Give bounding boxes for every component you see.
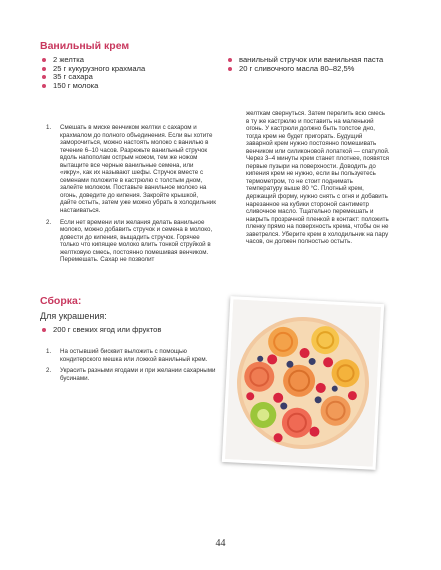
decor-list [40, 326, 216, 335]
step-item: 1. Смешать в миске венчиком желтки с сахаром и крахмалом до полного объединения. Если вы хотите заморочиться, можно настоять молоко с ванилью в течение 6–10 часов. Разрежьте ванильный стручок вдоль напополам острым ножом, тем же ножом вытащите все черные ванильные семена, или «икру», как их называют шефы. Стручок вместе с семенами положите в кастрюлю с толстым дном, залейте молоком. Поставьте ванильное молоко на огонь, доведите до кипения. Закройте крышкой, дайте остыть, затем уже можно убрать в холодильник настаиваться. [46, 124, 216, 215]
bullet-icon [42, 67, 46, 71]
ingredients-list-right [226, 56, 406, 73]
method-steps-left [40, 124, 216, 268]
bullet-icon [42, 58, 46, 62]
list-item: 20 г сливочного масла 80–82,5% [226, 65, 406, 74]
assembly-steps [40, 348, 216, 386]
bullet-icon [228, 67, 232, 71]
step-item: 2. Украсить разными ягодами и при желании сахарными бусинами. [46, 367, 216, 382]
list-item: 200 г свежих ягод или фруктов [40, 326, 216, 335]
section-title-assembly: Сборка: [40, 295, 82, 307]
step-item: 2. Если нет времени или желания делать ванильное молоко, можно добавить стручок и семена в молоко, довести до кипения, выщадить стручок. Горячее только что кипящее молоко влить тонкой струйкой в желтковую смесь, постоянно помешивая венчиком. Перемешать. Сахар не позволит [46, 218, 213, 264]
decor-subtitle: Для украшения: [40, 311, 107, 321]
list-item: 35 г сахара [40, 73, 210, 82]
fruit-tart-illustration [225, 299, 381, 467]
step-item: 1. На остывший бисквит выложить с помощью кондитерского мешка или ложкой ванильный крем. [46, 348, 208, 363]
method-continuation: желткам свернуться. Затем перелить всю смесь в ту же кастрюлю и поставить на маленький огонь. У кастрюли должно быть толстое дно, тогда крем не будет пригорать. Будущий заварной крем нужно постоянно помешивать венчиком или силиконовой лопаткой — спатулой. Через 3–4 минуты крем станет плотнее, появятся первые пузыри на поверхности. Доводить до кипения крем не нужно, если вы пользуетесь термометром, то не стоит поднимать температуру выше 80 °С. Плотный крем, держащий форму, нужно снять с огня и добавить нарезанное на кубики стороной сантиметр сливочное масло. Тщательно перемешать и накрыть прозрачной пленкой в контакт: положить пленку прямо на поверхность крема, чтобы он не заветрелся. Уберите крем в холодильник на пару часов, он должен полностью остыть. [246, 110, 390, 246]
tart-photo [222, 296, 384, 470]
bullet-icon [42, 75, 46, 79]
list-item: 150 г молока [40, 82, 210, 91]
list-item: ванильный стручок или ванильная паста [226, 56, 406, 65]
section-title-vanilla-cream: Ванильный крем [40, 40, 130, 52]
page-number: 44 [215, 538, 226, 549]
bullet-icon [228, 58, 232, 62]
bullet-icon [42, 328, 46, 332]
bullet-icon [42, 84, 46, 88]
list-item: 25 г кукурузного крахмала [40, 65, 210, 74]
list-item: 2 желтка [40, 56, 210, 65]
ingredients-list-left [40, 56, 210, 90]
